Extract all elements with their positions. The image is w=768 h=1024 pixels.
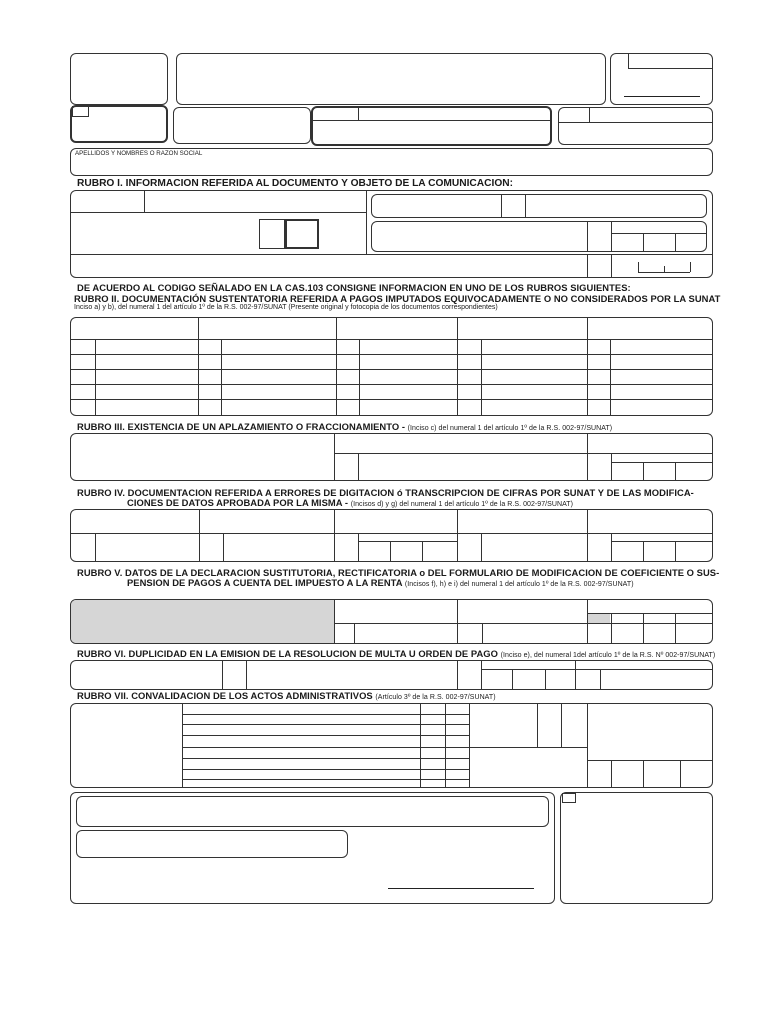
rubro5-title-line1: RUBRO V. DATOS DE LA DECLARACION SUSTITUTORIA, RECTIFICATORIA o DEL FORMULARIO DE MODIFICACION DE COEFICIENTE O SUS- bbox=[77, 567, 720, 578]
fecha-box[interactable] bbox=[558, 107, 713, 145]
rubro7-note: (Artículo 3º de la R.S. 002-97/SUNAT) bbox=[375, 694, 496, 701]
stamp-box bbox=[560, 792, 713, 904]
stamp-check-box[interactable] bbox=[562, 793, 576, 803]
rubro6-note: (Inciso e), del numeral 1del artículo 1º de la R.S. Nº 002-97/SUNAT) bbox=[500, 652, 716, 659]
apellidos-label: APELLIDOS Y NOMBRES O RAZON SOCIAL bbox=[75, 150, 203, 157]
rubro2-table bbox=[70, 317, 713, 416]
rubro6-box bbox=[70, 660, 713, 690]
ruc-check-box[interactable] bbox=[72, 106, 89, 117]
form-number-box bbox=[610, 53, 713, 105]
rubro7-box bbox=[70, 703, 713, 788]
rubro1-code-box-b[interactable] bbox=[285, 219, 319, 249]
signature-field-2[interactable] bbox=[76, 830, 348, 858]
rubro5-shaded-area bbox=[71, 600, 334, 643]
rubro3-title: RUBRO III. EXISTENCIA DE UN APLAZAMIENTO O FRACCIONAMIENTO - (Inciso c) del numeral 1 del artículo 1º de la R.S. 002-97/SUNAT) bbox=[77, 421, 613, 432]
rubro4-note: (Incisos d) y g) del numeral 1 del artículo 1º de la R.S. 002-97/SUNAT) bbox=[350, 501, 574, 508]
rubro1-inner-field-1[interactable] bbox=[371, 194, 707, 218]
rubro4-title-line1: RUBRO IV. DOCUMENTACION REFERIDA A ERRORES DE DIGITACION ó TRANSCRIPCION DE CIFRAS POR SUNAT Y DE LAS MODIFICA- bbox=[77, 487, 694, 498]
rubro6-title: RUBRO VI. DUPLICIDAD EN LA EMISION DE LA RESOLUCION DE MULTA U ORDEN DE PAGO (Inciso e), del numeral 1del artículo 1º de la R.S. Nº 002-97/SUNAT) bbox=[77, 648, 716, 659]
rubro1-code-box-a[interactable] bbox=[259, 219, 285, 249]
rubro4-box bbox=[70, 509, 713, 562]
form-number-underline bbox=[624, 96, 700, 97]
numero-orden-box[interactable] bbox=[311, 106, 552, 146]
rubro1-inner-field-2[interactable] bbox=[371, 221, 707, 252]
logo-box bbox=[70, 53, 168, 105]
rubro7-title: RUBRO VII. CONVALIDACION DE LOS ACTOS ADMINISTRATIVOS (Artículo 3º de la R.S. 002-97/SUNAT) bbox=[77, 690, 496, 701]
rubro3-box bbox=[70, 433, 713, 481]
rubro3-note: (Inciso c) del numeral 1 del artículo 1º de la R.S. 002-97/SUNAT) bbox=[407, 425, 613, 432]
rubro2-title: RUBRO II. DOCUMENTACIÓN SUSTENTATORIA REFERIDA A PAGOS IMPUTADOS EQUIVOCADAMENTE O NO CONSIDERADOS POR LA SUNAT bbox=[74, 293, 721, 304]
rubro4-title-line2: CIONES DE DATOS APROBADA POR LA MISMA - (Incisos d) y g) del numeral 1 del artículo 1º de la R.S. 002-97/SUNAT) bbox=[127, 497, 574, 508]
rubro5-title-line2: PENSION DE PAGOS A CUENTA DEL IMPUESTO A LA RENTA (Incisos f), h) e i) del numeral 1 del artículo 1º de la R.S. 002-97/SUNAT) bbox=[127, 577, 634, 588]
rubro1-title: RUBRO I. INFORMACION REFERIDA AL DOCUMENTO Y OBJETO DE LA COMUNICACION: bbox=[77, 178, 514, 189]
rubro2-note: Inciso a) y b), del numeral 1 del artículo 1º de la R.S. 002-97/SUNAT (Presente original y fotocopia de los documentos correspondientes) bbox=[74, 304, 498, 311]
periodo-box[interactable] bbox=[173, 107, 311, 144]
rubro5-note: (Incisos f), h) e i) del numeral 1 del artículo 1º de la R.S. 002-97/SUNAT) bbox=[404, 581, 634, 588]
form-title-box bbox=[176, 53, 606, 105]
signature-field-1[interactable] bbox=[76, 796, 549, 827]
signature-line bbox=[388, 888, 534, 889]
instruction-text: DE ACUERDO AL CODIGO SEÑALADO EN LA CAS.103 CONSIGNE INFORMACION EN UNO DE LOS RUBROS SIGUIENTES: bbox=[77, 282, 631, 293]
